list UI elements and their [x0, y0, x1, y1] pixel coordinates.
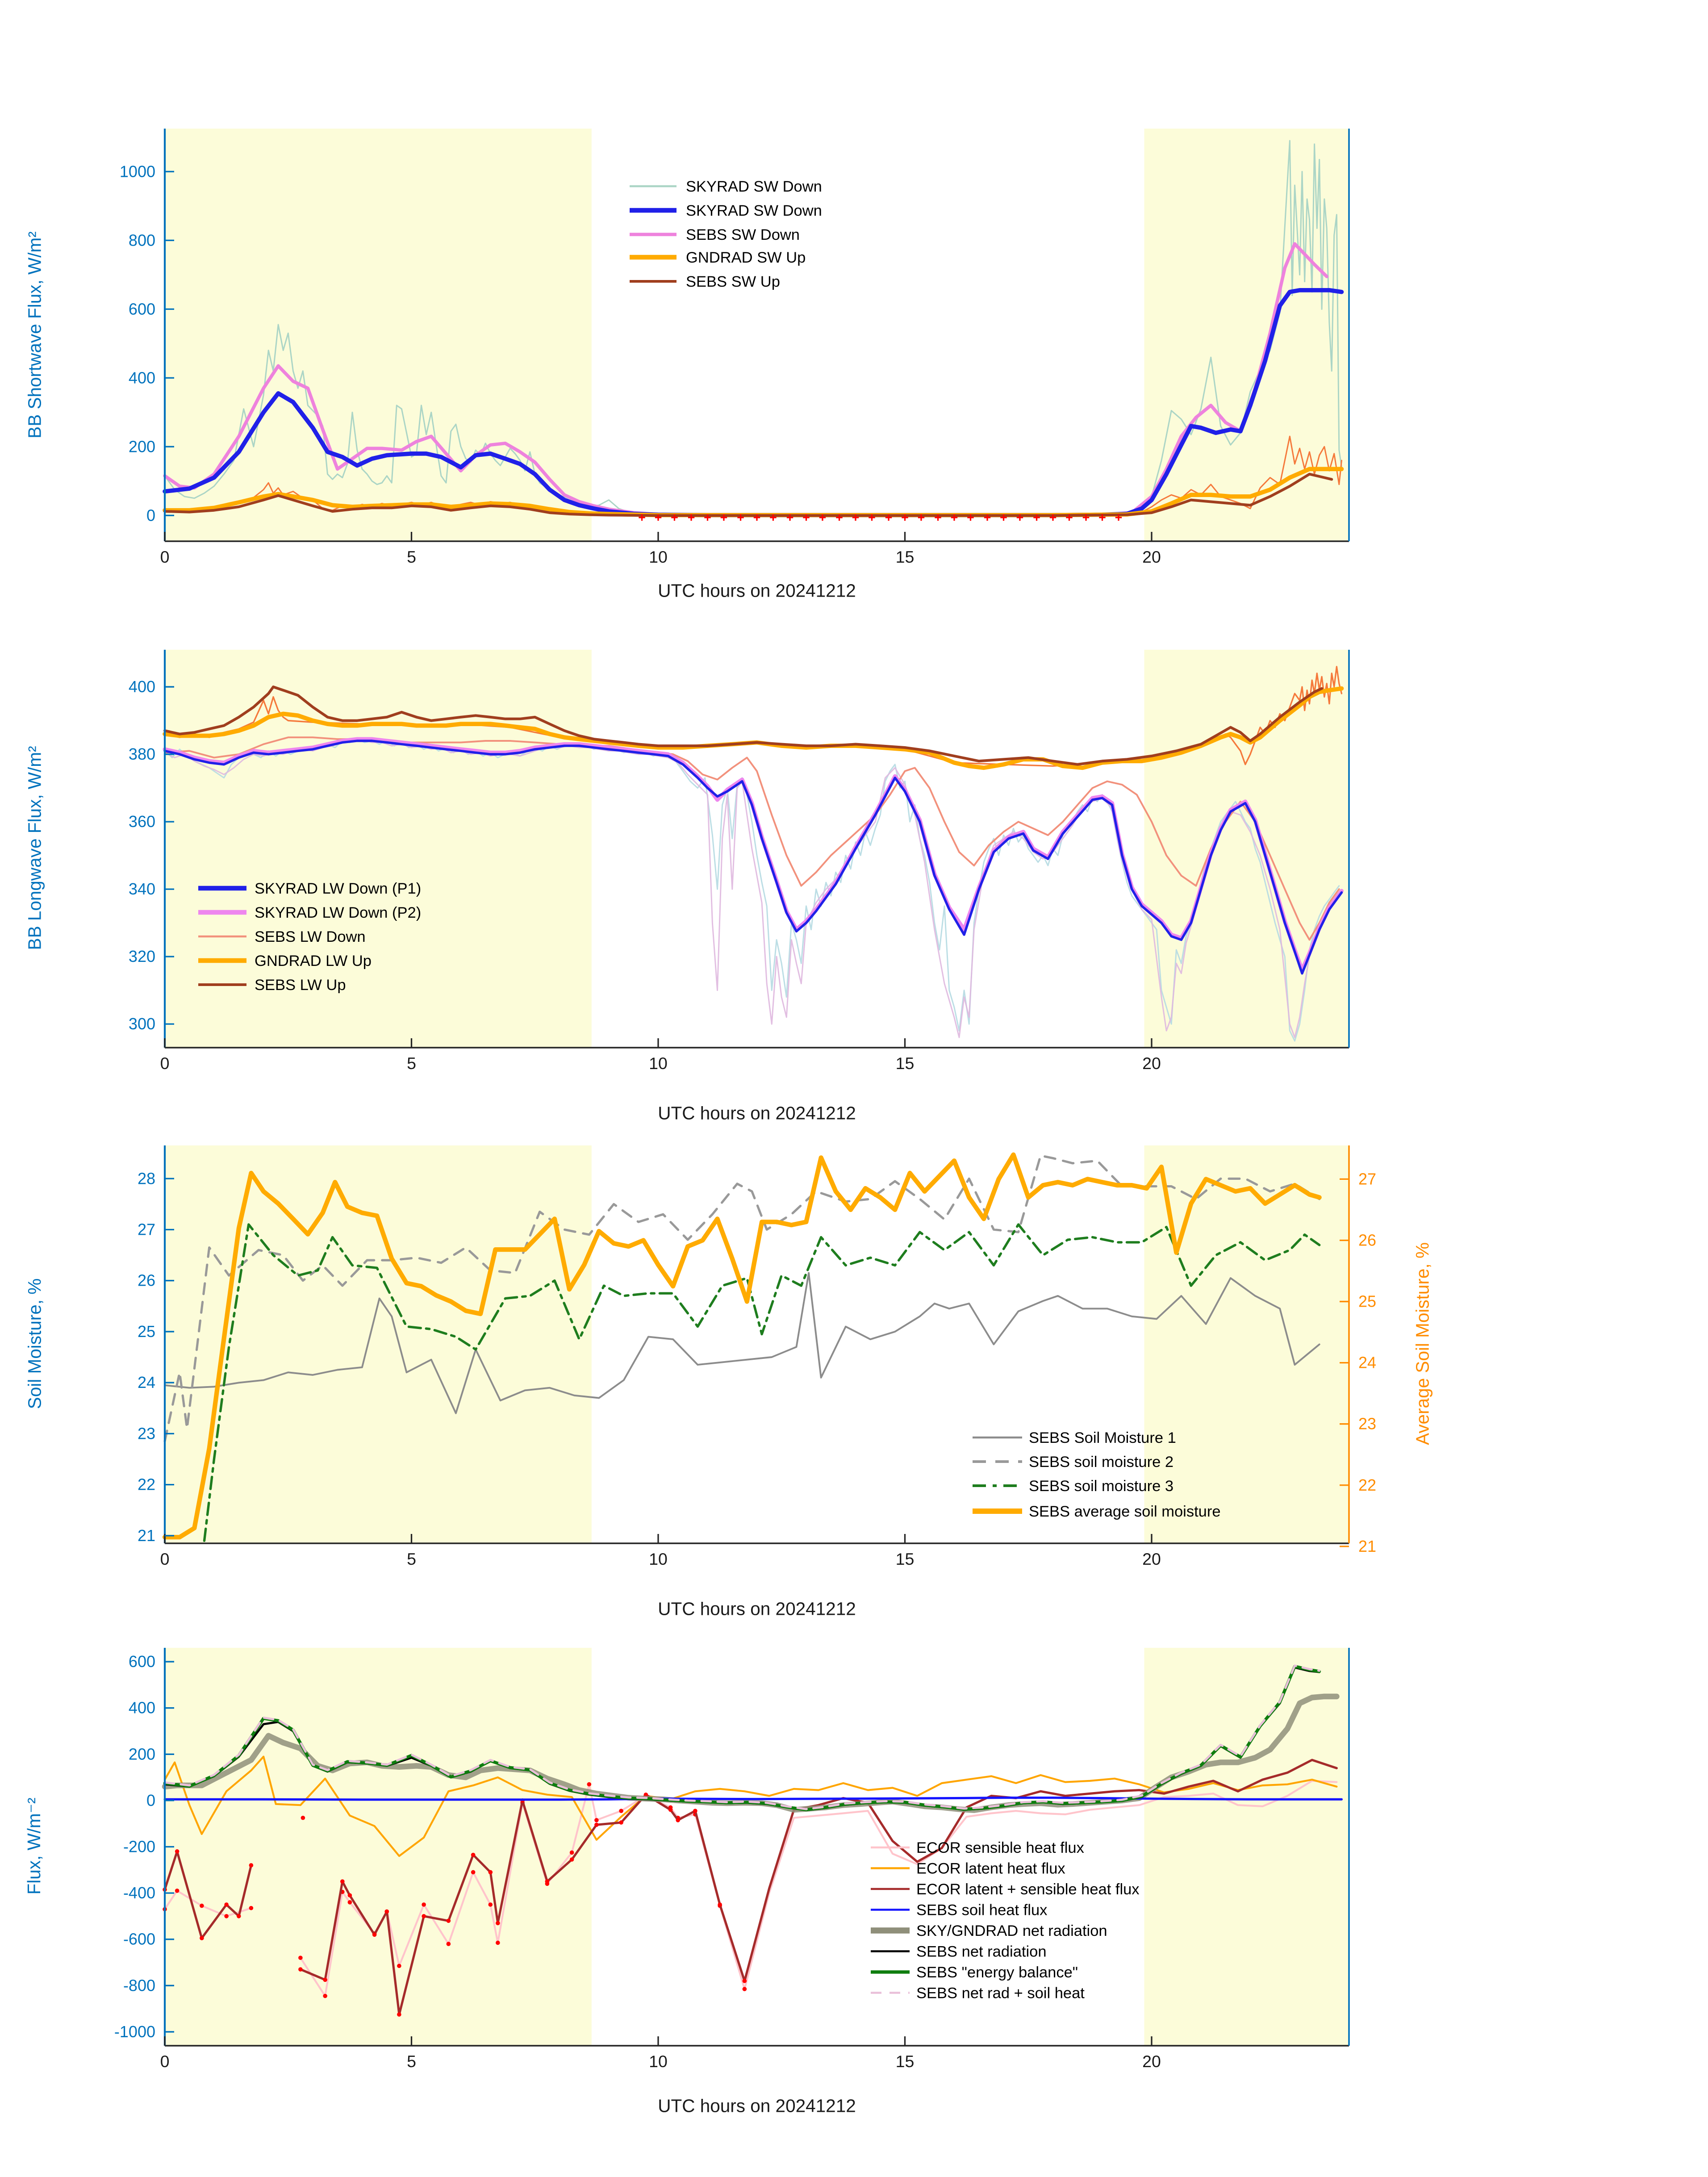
flux-marker-ecor-sensible-heat-flux — [619, 1809, 623, 1813]
sw-y-tick-label: 400 — [128, 368, 155, 387]
sw-y-tick-label: 1000 — [119, 162, 155, 181]
lw-x-tick-label: 10 — [649, 1054, 668, 1073]
lw-x-tick-label: 5 — [407, 1054, 416, 1073]
flux-y-tick-label: -600 — [123, 1930, 155, 1948]
flux-marker-ecor-latent-plus-sensible — [693, 1809, 697, 1813]
flux-marker-ecor-sensible-heat-flux — [249, 1906, 254, 1910]
flux-x-tick-label: 0 — [160, 2052, 170, 2071]
flux-marker-ecor-latent-plus-sensible — [570, 1857, 574, 1862]
sw-x-tick-label: 10 — [649, 547, 668, 566]
soil-y2-tick-label: 27 — [1358, 1170, 1377, 1188]
flux-legend-label-7: SEBS net rad + soil heat — [916, 1985, 1085, 2002]
flux-marker-ecor-sensible-heat-flux — [743, 1987, 747, 1991]
flux-legend-label-0: ECOR sensible heat flux — [916, 1839, 1084, 1856]
flux-marker-ecor-latent-plus-sensible — [545, 1879, 550, 1884]
soil-legend-label-1: SEBS soil moisture 2 — [1029, 1454, 1174, 1471]
lw-y-tick-label: 320 — [128, 947, 155, 966]
lw-y-axis-label: BB Longwave Flux, W/m² — [25, 746, 45, 950]
flux-marker-ecor-sensible-heat-flux — [570, 1851, 574, 1855]
soil-x-tick-label: 15 — [895, 1550, 915, 1569]
flux-marker-ecor-latent-plus-sensible — [471, 1853, 476, 1857]
flux-marker-ecor-sensible-heat-flux — [224, 1914, 229, 1918]
lw-legend-label-1: SKYRAD LW Down (P2) — [255, 904, 422, 921]
soil-x-tick-label: 20 — [1142, 1550, 1161, 1569]
lw-y-tick-label: 360 — [128, 812, 155, 831]
flux-legend-label-3: SEBS soil heat flux — [916, 1901, 1048, 1919]
flux-marker-ecor-latent-plus-sensible — [175, 1849, 180, 1854]
flux-y-tick-label: -200 — [123, 1837, 155, 1856]
flux-y-axis-label: Flux, W/m⁻² — [24, 1797, 44, 1895]
flux-marker-ecor-sensible-heat-flux — [471, 1870, 476, 1875]
lw-x-tick-label: 0 — [160, 1054, 170, 1073]
flux-marker-ecor-latent-plus-sensible — [237, 1914, 241, 1918]
flux-daylight-shade-0 — [165, 1648, 592, 2046]
soil-y-tick-label: 26 — [137, 1271, 155, 1290]
soil-legend-label-2: SEBS soil moisture 3 — [1029, 1478, 1174, 1495]
sw-x-tick-label: 20 — [1142, 547, 1161, 566]
flux-legend-label-5: SEBS net radiation — [916, 1943, 1047, 1960]
flux-marker-ecor-latent-plus-sensible — [489, 1870, 493, 1875]
flux-marker-ecor-latent-plus-sensible — [372, 1933, 377, 1937]
flux-x-tick-label: 20 — [1142, 2052, 1161, 2071]
flux-y-tick-label: -800 — [123, 1976, 155, 1995]
flux-marker-ecor-lone-point — [301, 1816, 305, 1820]
flux-marker-ecor-latent-plus-sensible — [200, 1936, 204, 1940]
soil-y-tick-label: 23 — [137, 1424, 155, 1443]
soil-y-tick-label: 22 — [137, 1475, 155, 1494]
soil-y-tick-label: 24 — [137, 1373, 155, 1392]
sw-x-axis-label: UTC hours on 20241212 — [658, 581, 856, 601]
soil-y2-tick-label: 24 — [1358, 1353, 1377, 1372]
lw-y-tick-label: 300 — [128, 1015, 155, 1033]
sw-y-tick-label: 800 — [128, 231, 155, 250]
lw-x-tick-label: 15 — [895, 1054, 915, 1073]
lw-legend-label-0: SKYRAD LW Down (P1) — [255, 880, 422, 897]
flux-marker-ecor-sensible-heat-flux — [397, 1964, 401, 1968]
flux-panel — [114, 1648, 1349, 2071]
flux-marker-ecor-sensible-heat-flux — [587, 1782, 592, 1787]
flux-x-tick-label: 5 — [407, 2052, 416, 2071]
flux-marker-ecor-latent-plus-sensible — [397, 2012, 401, 2017]
flux-marker-ecor-sensible-heat-flux — [489, 1902, 493, 1907]
flux-marker-ecor-latent-plus-sensible — [676, 1818, 680, 1822]
sw-legend-label-2: SEBS SW Down — [686, 226, 800, 243]
lw-x-axis-label: UTC hours on 20241212 — [658, 1103, 856, 1124]
flux-marker-ecor-latent-plus-sensible — [668, 1808, 673, 1812]
flux-legend-label-1: ECOR latent heat flux — [916, 1860, 1065, 1877]
flux-y-tick-label: 600 — [128, 1652, 155, 1671]
soil-y-tick-label: 25 — [137, 1322, 155, 1341]
flux-marker-ecor-latent-plus-sensible — [619, 1820, 623, 1825]
flux-marker-ecor-sensible-heat-flux — [496, 1941, 500, 1945]
flux-marker-ecor-latent-plus-sensible — [496, 1921, 500, 1926]
flux-marker-ecor-sensible-heat-flux — [594, 1818, 599, 1822]
flux-marker-ecor-latent-plus-sensible — [422, 1914, 426, 1918]
sw-x-tick-label: 0 — [160, 547, 170, 566]
flux-y-tick-label: -1000 — [114, 2022, 155, 2041]
flux-x-axis-label: UTC hours on 20241212 — [658, 2096, 856, 2116]
flux-marker-ecor-latent-plus-sensible — [447, 1918, 451, 1923]
soil-daylight-shade-0 — [165, 1145, 592, 1543]
flux-marker-ecor-latent-plus-sensible — [384, 1910, 389, 1914]
flux-daylight-shade-1 — [1144, 1648, 1349, 2046]
soil-y2-axis-label: Average Soil Moisture, % — [1412, 1242, 1433, 1445]
flux-legend-label-4: SKY/GNDRAD net radiation — [916, 1922, 1107, 1939]
flux-legend-label-6: SEBS "energy balance" — [916, 1964, 1078, 1981]
flux-marker-ecor-latent-plus-sensible — [249, 1863, 254, 1868]
flux-y-tick-label: 200 — [128, 1745, 155, 1763]
lw-daylight-shade-0 — [165, 650, 592, 1048]
lw-legend-label-4: SEBS LW Up — [255, 977, 346, 994]
lw-y-tick-label: 380 — [128, 745, 155, 764]
flux-marker-ecor-sensible-heat-flux — [175, 1889, 180, 1893]
sw-daylight-shade-0 — [165, 129, 592, 541]
flux-y-tick-label: -400 — [123, 1884, 155, 1902]
flux-marker-ecor-latent-plus-sensible — [718, 1902, 722, 1907]
lw-legend-label-3: GNDRAD LW Up — [255, 953, 372, 969]
lw-legend-label-2: SEBS LW Down — [255, 928, 366, 945]
flux-marker-ecor-latent-plus-sensible — [224, 1902, 229, 1907]
soil-x-tick-label: 0 — [160, 1550, 170, 1569]
soil-legend-label-0: SEBS Soil Moisture 1 — [1029, 1429, 1176, 1447]
flux-y-tick-label: 400 — [128, 1698, 155, 1717]
flux-marker-ecor-latent-plus-sensible — [323, 1978, 327, 1982]
soil-panel — [138, 1145, 1376, 1568]
soil-y2-tick-label: 26 — [1358, 1231, 1377, 1249]
flux-marker-ecor-latent-plus-sensible — [743, 1979, 747, 1983]
sw-legend-label-4: SEBS SW Up — [686, 273, 780, 290]
flux-marker-ecor-sensible-heat-flux — [200, 1904, 204, 1908]
lw-x-tick-label: 20 — [1142, 1054, 1161, 1073]
sw-y-tick-label: 0 — [146, 506, 155, 525]
soil-y2-tick-label: 21 — [1358, 1537, 1377, 1555]
soil-x-axis-label: UTC hours on 20241212 — [658, 1599, 856, 1619]
flux-x-tick-label: 15 — [895, 2052, 915, 2071]
sw-x-tick-label: 15 — [895, 547, 915, 566]
sw-legend-label-3: GNDRAD SW Up — [686, 249, 806, 266]
flux-marker-ecor-latent-plus-sensible — [348, 1893, 352, 1897]
soil-legend-label-3: SEBS average soil moisture — [1029, 1503, 1221, 1521]
lw-panel — [129, 650, 1349, 1073]
flux-x-tick-label: 10 — [649, 2052, 668, 2071]
flux-marker-ecor-sensible-heat-flux — [348, 1900, 352, 1905]
flux-marker-ecor-sensible-heat-flux — [323, 1994, 327, 1998]
flux-marker-ecor-sensible-heat-flux — [447, 1942, 451, 1946]
sw-y-tick-label: 600 — [128, 300, 155, 318]
sw-panel — [120, 129, 1349, 566]
flux-marker-ecor-latent-plus-sensible — [298, 1967, 303, 1972]
soil-y2-tick-label: 25 — [1358, 1292, 1377, 1311]
soil-y-axis-label: Soil Moisture, % — [25, 1278, 45, 1409]
sw-x-tick-label: 5 — [407, 547, 416, 566]
soil-x-tick-label: 5 — [407, 1550, 416, 1569]
soil-y2-tick-label: 23 — [1358, 1414, 1377, 1433]
lw-daylight-shade-1 — [1144, 650, 1349, 1048]
soil-y-tick-label: 28 — [137, 1169, 155, 1188]
sw-y-axis-label: BB Shortwave Flux, W/m² — [25, 231, 45, 439]
sw-y-tick-label: 200 — [128, 437, 155, 456]
lw-y-tick-label: 400 — [128, 677, 155, 696]
flux-marker-ecor-sensible-heat-flux — [422, 1902, 426, 1907]
lw-y-tick-label: 340 — [128, 880, 155, 898]
flux-marker-ecor-latent-plus-sensible — [594, 1822, 599, 1827]
flux-marker-ecor-sensible-heat-flux — [298, 1956, 303, 1960]
flux-legend-label-2: ECOR latent + sensible heat flux — [916, 1881, 1140, 1898]
sw-legend-label-1: SKYRAD SW Down — [686, 202, 822, 219]
soil-y2-tick-label: 22 — [1358, 1475, 1377, 1494]
flux-marker-ecor-latent-plus-sensible — [340, 1879, 345, 1884]
flux-y-tick-label: 0 — [146, 1791, 155, 1809]
soil-x-tick-label: 10 — [649, 1550, 668, 1569]
soil-y-tick-label: 21 — [137, 1526, 155, 1545]
sw-legend-label-0: SKYRAD SW Down — [686, 178, 822, 195]
soil-y-tick-label: 27 — [137, 1220, 155, 1239]
